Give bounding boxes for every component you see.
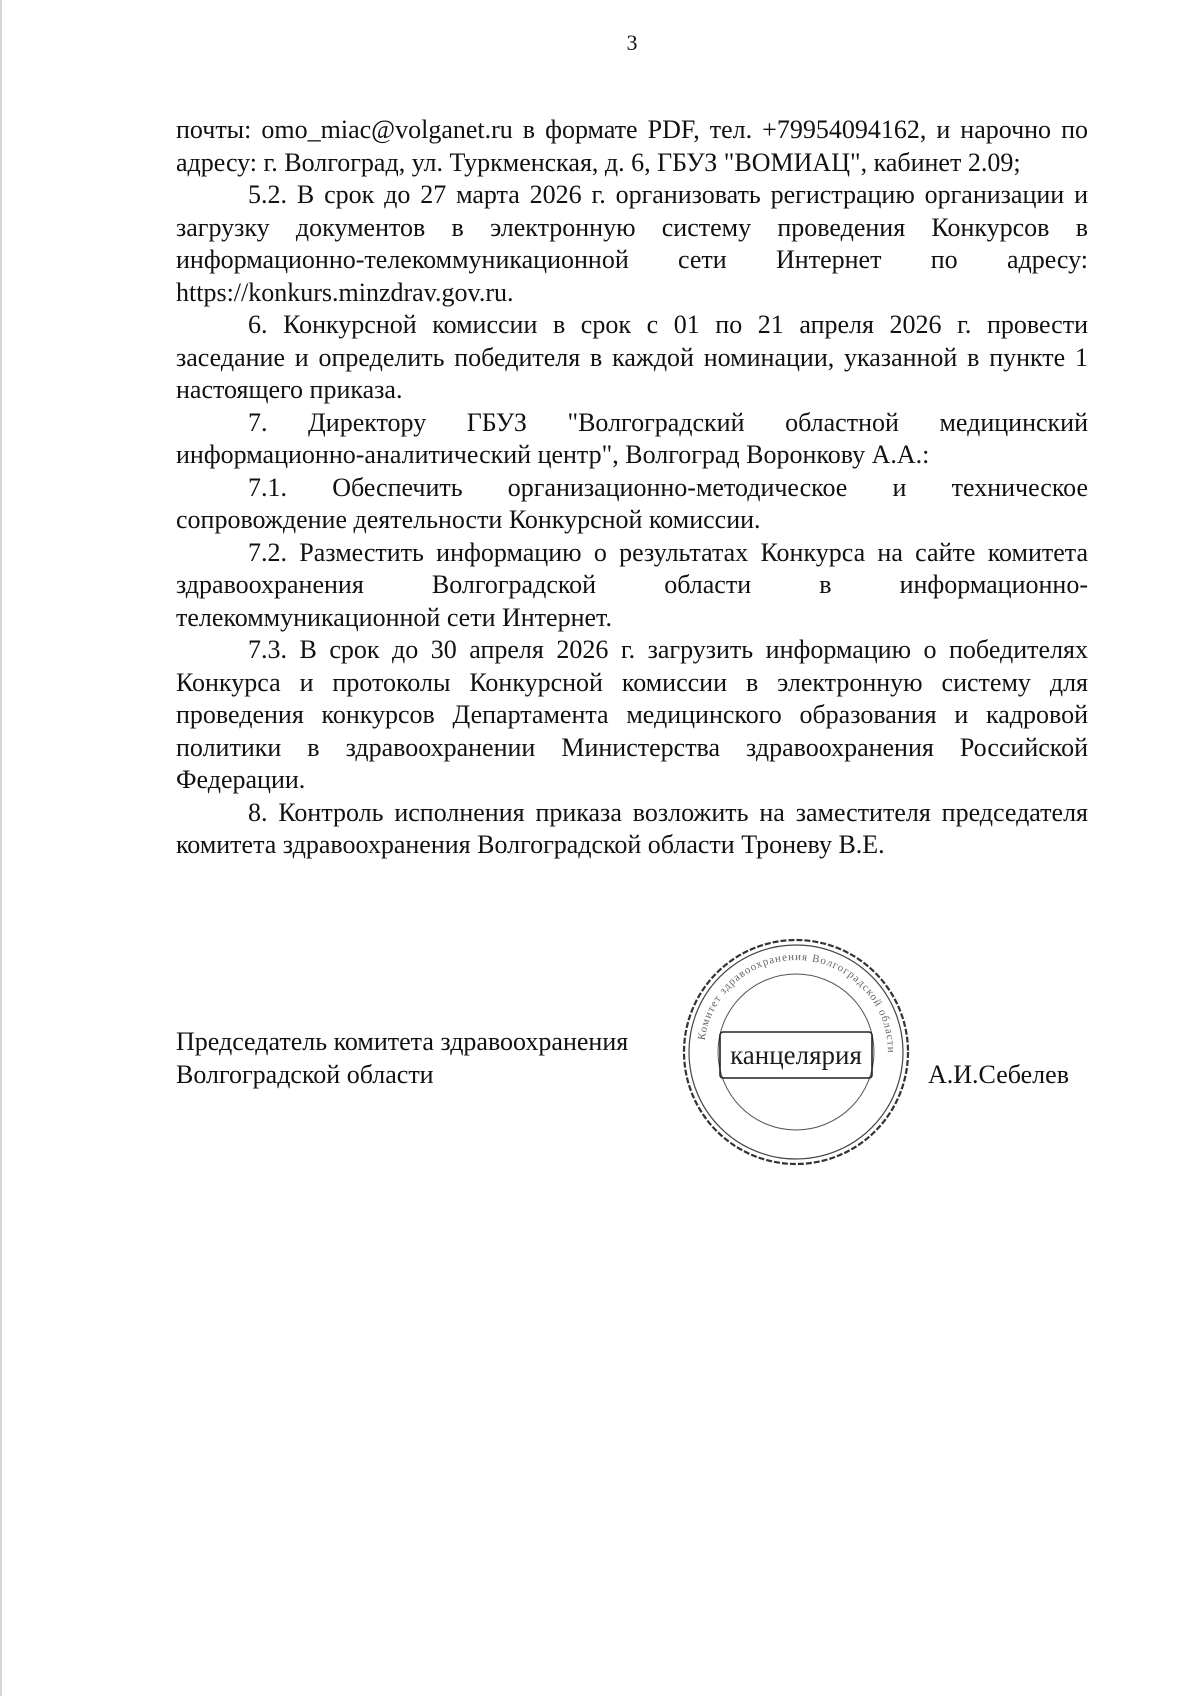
paragraph: 6. Конкурсной комиссии в срок с 01 по 21 апреля 2026 г. провести заседание и определить победителя в каждой номинации, указанной в пункте 1 настоящего приказа. [176, 310, 1088, 404]
paragraph: 5.2. В срок до 27 марта 2026 г. организовать регистрацию организации и загрузку документов в электронную систему проведения Конкурсов в информационно-телекоммуникационной сети Интернет по адресу: https://konkurs.minzdrav.gov.ru. [176, 180, 1088, 307]
office-stamp [680, 936, 912, 1168]
signatory-title-line-2: Волгоградской области [176, 1059, 434, 1089]
signatory-name: А.И.Себелев [928, 1060, 1069, 1089]
paragraph: почты: omo_miac@volganet.ru в формате PDF, тел. +79954094162, и нарочно по адресу: г. Волгоград, ул. Туркменская, д. 6, ГБУЗ "ВОМИАЦ", кабинет 2.09; [176, 115, 1088, 177]
stamp-center-text: канцелярия [730, 1040, 862, 1070]
document-body [176, 114, 1088, 862]
paragraph: 8. Контроль исполнения приказа возложить на заместителя председателя комитета здравоохранения Волгоградской области Троневу В.Е. [176, 797, 1088, 859]
stamp-ring-text: Комитет здравоохранения Волгоградской области [695, 950, 898, 1054]
signatory-title-line-1: Председатель комитета здравоохранения [176, 1027, 629, 1056]
paragraph: 7.3. В срок до 30 апреля 2026 г. загрузить информацию о победителях Конкурса и протоколы Конкурсной комиссии в электронную систему для проведения конкурсов Департамента медицинского образования и кадровой политики в здравоохранении Министерства здравоохранения Российской Федерации. [176, 635, 1088, 794]
signatory-title [176, 1026, 628, 1091]
page-number: 3 [626, 30, 638, 55]
paragraph: 7. Директору ГБУЗ "Волгоградский областной медицинский информационно-аналитический центр", Волгоград Воронкову А.А.: [176, 407, 1088, 469]
scan-edge [0, 0, 2, 1696]
paragraph: 7.2. Разместить информацию о результатах Конкурса на сайте комитета здравоохранения Волгоградской области в информационно-телекоммуникационной сети Интернет. [176, 537, 1088, 632]
paragraph: 7.1. Обеспечить организационно-методическое и техническое сопровождение деятельности Конкурсной комиссии. [176, 472, 1088, 534]
